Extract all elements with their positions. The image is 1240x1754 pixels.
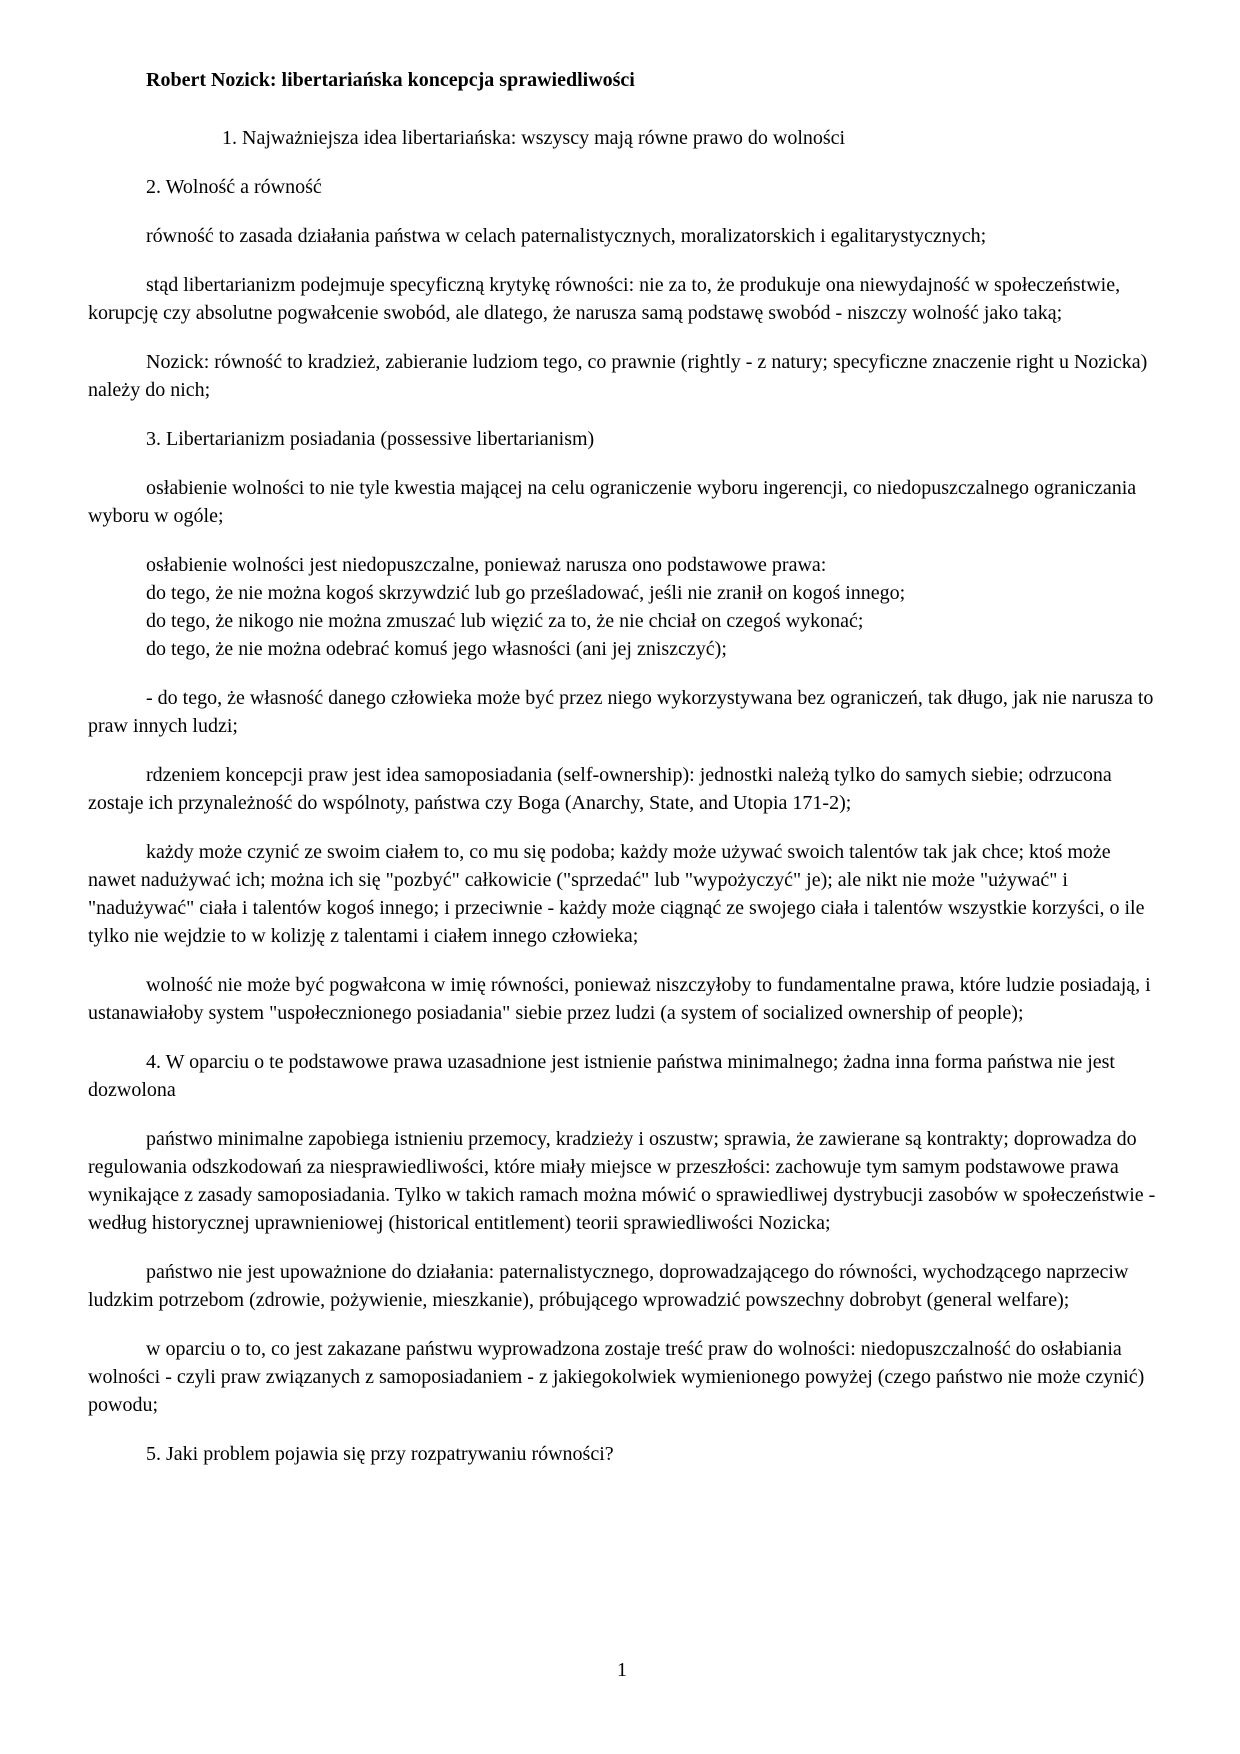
page-footer	[88, 1612, 1156, 1684]
paragraph: równość to zasada działania państwa w celach paternalistycznych, moralizatorskich i egalitarystycznych;	[146, 225, 987, 247]
paragraph: państwo minimalne zapobiega istnieniu przemocy, kradzieży i oszustw; sprawia, że zawierane są kontrakty; doprowadza do regulowania odszkodowań za niesprawiedliwości, które miały miejsce w przeszłości: zachowuje tym samym podstawowe prawa wynikające z zasady samoposiadania. Tylko w takich ramach można mówić o sprawiedliwej dystrybucji zasobów w społeczeństwie - według historycznej uprawnieniowej (historical entitlement) teorii sprawiedliwości Nozicka;	[88, 1128, 1156, 1234]
paragraph: 1. Najważniejsza idea libertariańska: wszyscy mają równe prawo do wolności	[222, 127, 846, 149]
paragraph: 4. W oparciu o te podstawowe prawa uzasadnione jest istnienie państwa minimalnego; żadna inna forma państwa nie jest dozwolona	[88, 1051, 1115, 1101]
paragraph: - do tego, że własność danego człowieka może być przez niego wykorzystywana bez ograniczeń, tak długo, jak nie narusza to praw innych ludzi;	[88, 687, 1154, 737]
paragraph: osłabienie wolności to nie tyle kwestia mającej na celu ograniczenie wyboru ingerencji, co niedopuszczalnego ograniczania wyboru w ogóle;	[88, 477, 1137, 527]
paragraph-line: do tego, że nie można kogoś skrzywdzić lub go prześladować, jeśli nie zranił on kogoś innego;	[146, 582, 906, 604]
paragraph: państwo nie jest upoważnione do działania: paternalistycznego, doprowadzającego do równości, wychodzącego naprzeciw ludzkim potrzebom (zdrowie, pożywienie, mieszkanie), próbującego wprowadzić powszechny dobrobyt (general welfare);	[88, 1261, 1129, 1311]
paragraph: stąd libertarianizm podejmuje specyficzną krytykę równości: nie za to, że produkuje ona niewydajność w społeczeństwie, korupcję czy absolutne pogwałcenie swobód, ale dlatego, że narusza samą podstawę swobód - niszczy wolność jako taką;	[88, 274, 1121, 324]
paragraph: w oparciu o to, co jest zakazane państwu wyprowadzona zostaje treść praw do wolności: niedopuszczalność do osłabiania wolności - czyli praw związanych z samoposiadaniem - z jakiegokolwiek wymienionego powyżej (czego państwo nie może czynić) powodu;	[88, 1338, 1145, 1416]
paragraph: 5. Jaki problem pojawia się przy rozpatrywaniu równości?	[146, 1443, 614, 1465]
document-body	[88, 94, 1156, 1468]
paragraph: 2. Wolność a równość	[146, 176, 322, 198]
paragraph: każdy może czynić ze swoim ciałem to, co mu się podoba; każdy może używać swoich talentów tak jak chce; ktoś może nawet nadużywać ich; można ich się "pozbyć" całkowicie ("sprzedać" lub "wypożyczyć" je); ale nikt nie może "używać" i "nadużywać" ciała i talentów kogoś innego; i przeciwnie - każdy może ciągnąć ze swojego ciała i talentów wszystkie korzyści, o ile tylko nie wejdzie to w kolizję z talentami i ciałem innego człowieka;	[88, 841, 1145, 947]
paragraph: rdzeniem koncepcji praw jest idea samoposiadania (self-ownership): jednostki należą tylko do samych siebie; odrzucona zostaje ich przynależność do wspólnoty, państwa czy Boga (Anarchy, State, and Utopia 171-2);	[88, 764, 1112, 814]
paragraph-line: do tego, że nie można odebrać komuś jego własności (ani jej zniszczyć);	[146, 638, 727, 660]
paragraph: wolność nie może być pogwałcona w imię równości, ponieważ niszczyłoby to fundamentalne prawa, które ludzie posiadają, i ustanawiałoby system "uspołecznionego posiadania" siebie przez ludzi (a system of socialized ownership of people);	[88, 974, 1151, 1024]
page-number: 1	[617, 1659, 627, 1681]
paragraph	[88, 551, 1156, 663]
document-title: Robert Nozick: libertariańska koncepcja sprawiedliwości	[146, 69, 635, 91]
paragraph-line: do tego, że nikogo nie można zmuszać lub więzić za to, że nie chciał on czegoś wykonać;	[146, 610, 864, 632]
paragraph: 3. Libertarianizm posiadania (possessive libertarianism)	[146, 428, 595, 450]
paragraph-line: osłabienie wolności jest niedopuszczalne, ponieważ narusza ono podstawowe prawa:	[146, 554, 827, 576]
paragraph: Nozick: równość to kradzież, zabieranie ludziom tego, co prawnie (rightly - z natury; specyficzne znaczenie right u Nozicka) należy do nich;	[88, 351, 1148, 401]
